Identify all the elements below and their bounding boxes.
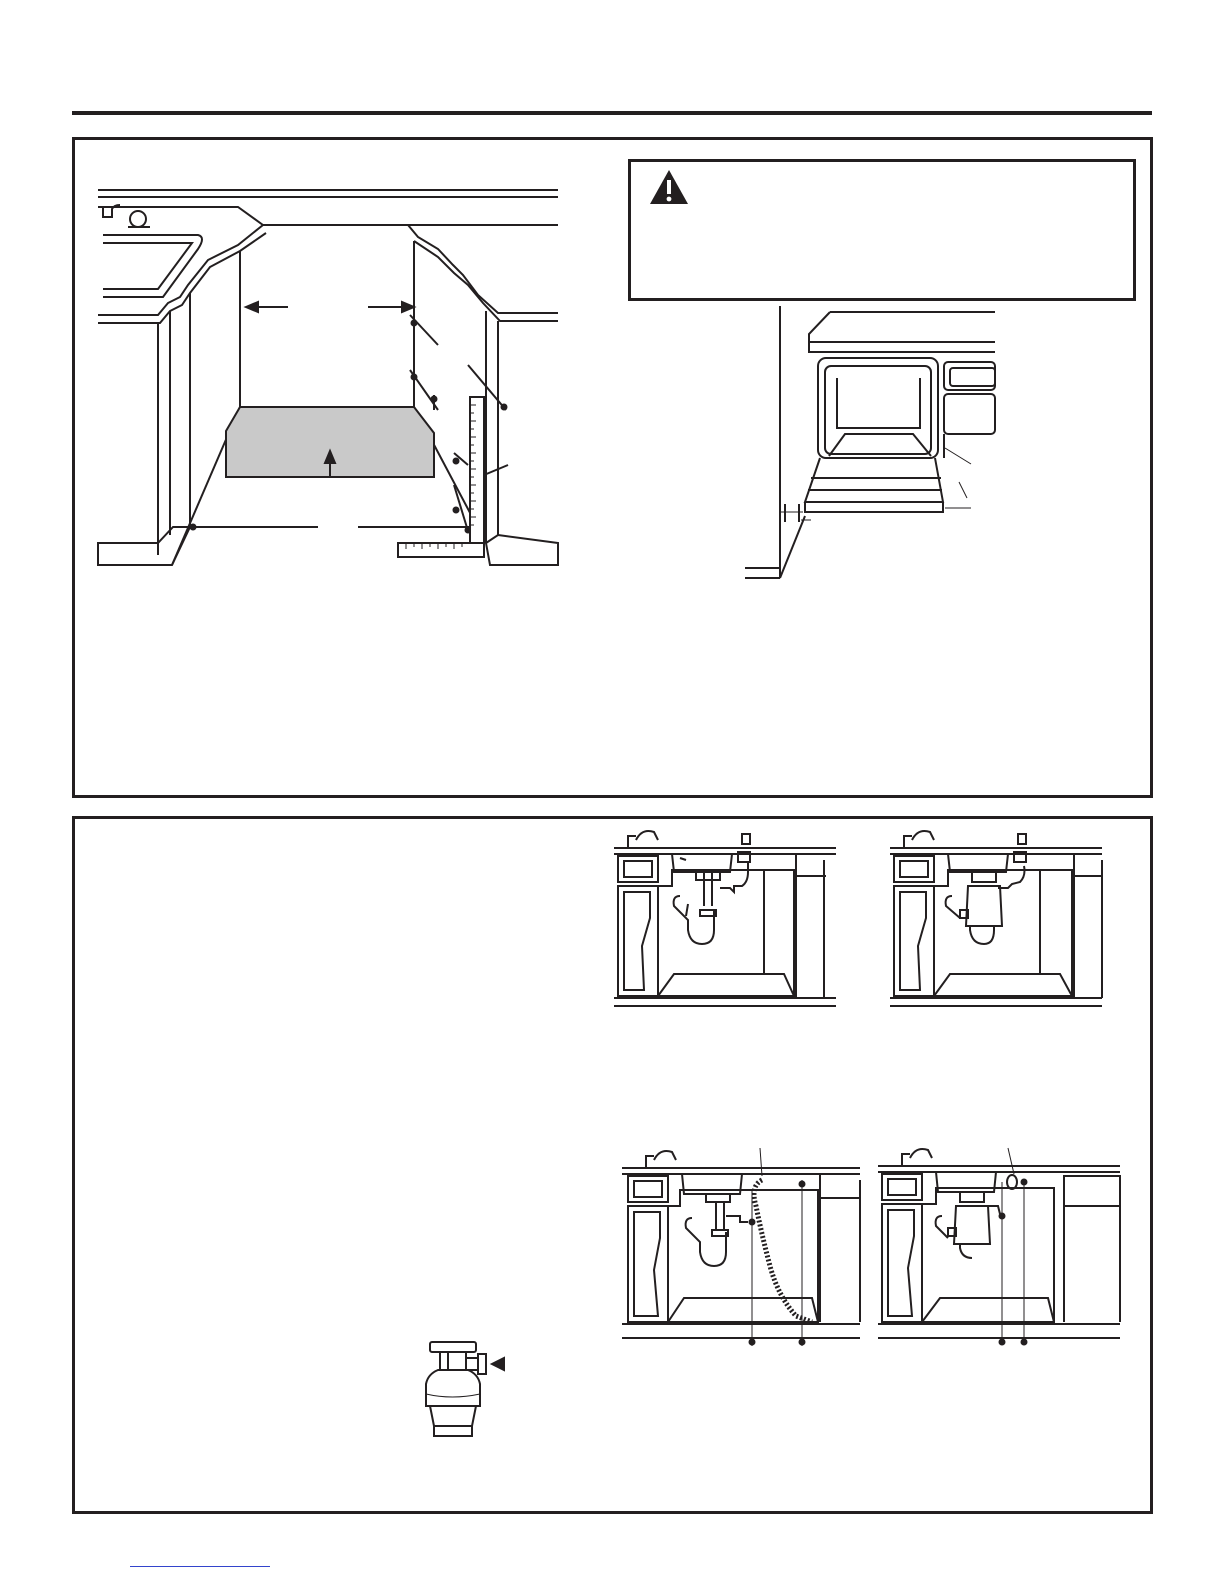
sink-drain-hose-routing-with-disposer-illustration — [878, 1146, 1122, 1356]
sink-drain-with-disposer-illustration — [890, 826, 1114, 1016]
warning-triangle-icon — [648, 168, 690, 206]
warning-box — [628, 159, 1136, 301]
cabinet-opening-illustration — [98, 185, 560, 575]
sink-drain-hose-routing-no-disposer-illustration — [622, 1146, 862, 1356]
dishwasher-door-clearance-illustration — [745, 306, 995, 594]
sink-drain-no-disposer-illustration — [614, 826, 838, 1016]
footer-link[interactable] — [130, 1566, 270, 1567]
disposer-knockout-plug-illustration — [418, 1338, 508, 1440]
page-header-rule — [72, 111, 1152, 115]
